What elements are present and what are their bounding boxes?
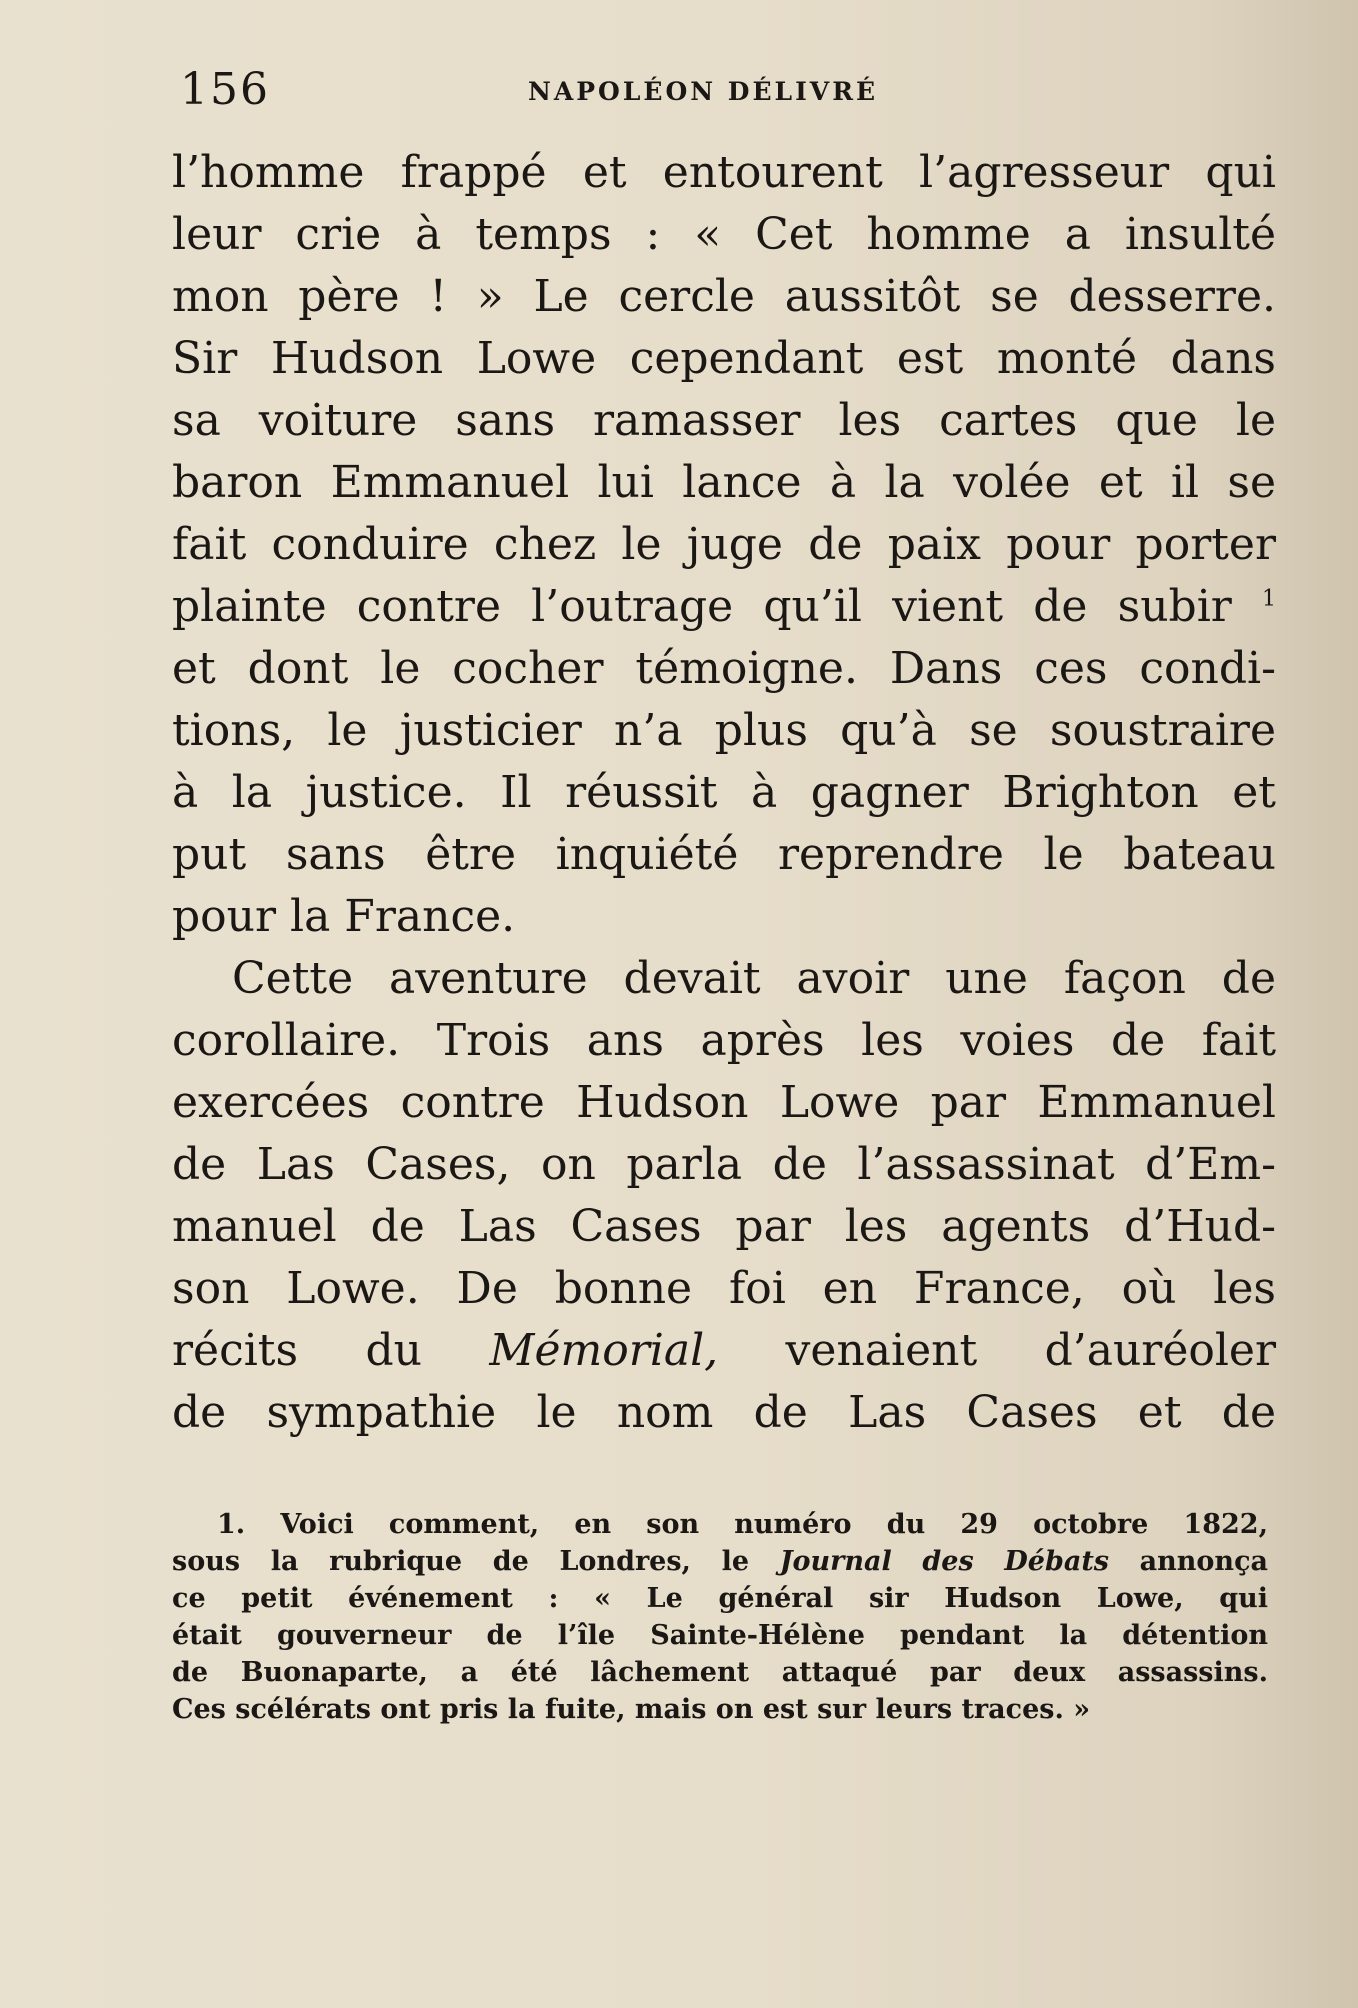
text-line: et dont le cocher témoigne. Dans ces condi-	[172, 643, 1276, 694]
text-line: corollaire. Trois ans après les voies de fait	[172, 1015, 1276, 1066]
footnote-line-with-italic	[172, 1543, 1268, 1580]
footnote-line: 1. Voici comment, en son numéro du 29 octobre 1822,	[217, 1509, 1268, 1540]
text-line: baron Emmanuel lui lance à la volée et il se	[172, 457, 1276, 508]
footnote-line-end: annonça	[1109, 1546, 1269, 1577]
page-header	[0, 60, 1358, 120]
text-line: fait conduire chez le juge de paix pour porter	[172, 519, 1276, 570]
text-line: de sympathie le nom de Las Cases et de	[172, 1387, 1276, 1438]
text-line: pour la France.	[172, 891, 516, 942]
text-line: Sir Hudson Lowe cependant est monté dans	[172, 333, 1276, 384]
footnote-line: Ces scélérats ont pris la fuite, mais on est sur leurs traces. »	[172, 1694, 1091, 1725]
footnote	[172, 1506, 1268, 1728]
text-line: leur crie à temps : « Cet homme a insulté	[172, 209, 1276, 260]
text-line-end: venaient d’auréoler	[718, 1325, 1277, 1376]
footnote-marker: 1	[1261, 586, 1276, 612]
text-line-start: récits du	[172, 1325, 490, 1376]
footnote-line: de Buonaparte, a été lâchement attaqué par deux assassins.	[172, 1657, 1268, 1688]
text-line-with-italic	[172, 1320, 1276, 1382]
text-line: à la justice. Il réussit à gagner Brighton et	[172, 767, 1276, 818]
text-line: mon père ! » Le cercle aussitôt se desserre.	[172, 271, 1276, 322]
text-line: sa voiture sans ramasser les cartes que le	[172, 395, 1276, 446]
text-line-content: plainte contre l’outrage qu’il vient de subir	[172, 581, 1232, 632]
text-line: son Lowe. De bonne foi en France, où les	[172, 1263, 1276, 1314]
footnote-line: était gouverneur de l’île Sainte-Hélène pendant la détention	[172, 1620, 1268, 1651]
text-line: put sans être inquiété reprendre le bateau	[172, 829, 1276, 880]
italic-journal-title: Journal des Débats	[779, 1546, 1109, 1577]
page-number: 156	[180, 64, 270, 115]
text-line: tions, le justicier n’a plus qu’à se soustraire	[172, 705, 1276, 756]
text-line: exercées contre Hudson Lowe par Emmanuel	[172, 1077, 1276, 1128]
text-line: l’homme frappé et entourent l’agresseur qui	[172, 147, 1276, 198]
body-text	[172, 142, 1276, 1444]
paragraph-start-line: Cette aventure devait avoir une façon de	[232, 953, 1276, 1004]
text-line: manuel de Las Cases par les agents d’Hud-	[172, 1201, 1276, 1252]
running-title: NAPOLÉON DÉLIVRÉ	[528, 77, 879, 106]
italic-title-memorial: Mémorial,	[489, 1325, 719, 1376]
footnote-line: ce petit événement : « Le général sir Hudson Lowe, qui	[172, 1583, 1268, 1614]
footnote-line-start: sous la rubrique de Londres, le	[172, 1546, 780, 1577]
text-line: de Las Cases, on parla de l’assassinat d’Em-	[172, 1139, 1276, 1190]
text-line-with-note	[172, 576, 1276, 638]
